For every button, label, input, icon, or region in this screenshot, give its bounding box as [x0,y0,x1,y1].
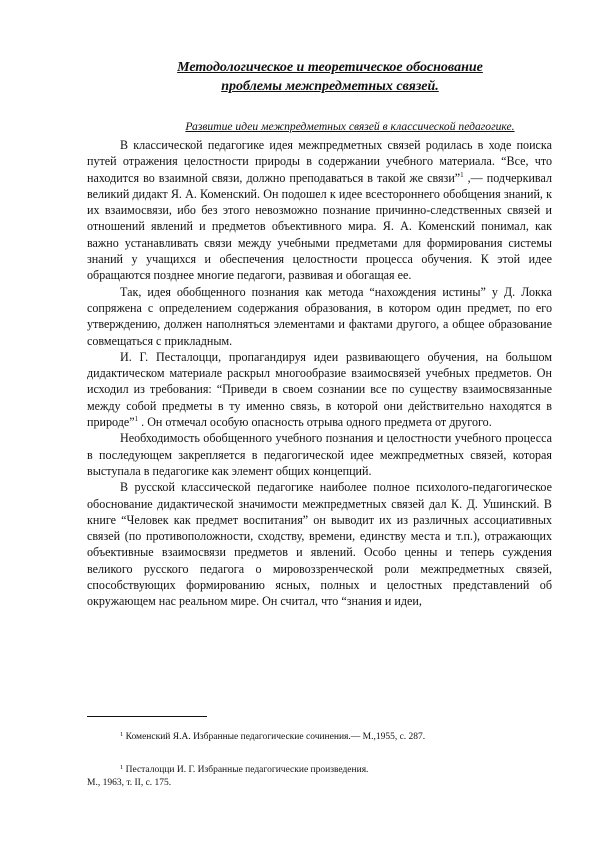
page-title [140,58,520,96]
paragraph-3 [87,349,552,430]
paragraph-2: Так, идея обобщенного познания как метода “нахождения истины” у Д. Локка сопряжена с определением содержания образования, в котором один предмет, по его утверждению, должен наполняться элементами и фактами другого, а общее образование совмещаться с прикладным. [87,284,552,348]
footnote-2-mark: 1 [120,764,124,771]
body-text [87,137,552,610]
footnote-2-continuation: М., 1963, т. II, с. 175. [87,778,172,788]
paragraph-1-text-b: ,— подчеркивал великий дидакт Я. А. Коменский. Он подошел к идее всестороннего обобщения знаний, к их взаимосвязи, ибо без этого невозможно познание причинно-следственных связей и отношений явлений и предметов объективного мира. Я. А. Коменский понимал, как важно устанавливать связи между учебными предметами для формирования системы знаний у учащихся и обеспечения целостности процесса обучения. К этой идее обращаются позднее многие педагоги, развивая и обогащая ее. [87,170,552,283]
footnote-1-mark: 1 [120,731,124,738]
footnote-divider [87,716,207,717]
paragraph-1-text-a: В классической педагогике идея межпредметных связей родилась в ходе поиска путей отражения целостности природы в содержании учебного материала. “Все, что находится во взаимной связи, должно преподаваться в такой же связи” [87,138,552,185]
footnote-1-text: Коменский Я.А. Избранные педагогические сочинения.— М.,1955, с. 287. [123,732,426,742]
footnote-1 [120,729,425,743]
footnote-ref-1: 1 [460,170,464,179]
title-line-2: проблемы межпредметных связей. [221,79,439,94]
footnote-ref-2: 1 [134,415,139,424]
title-line-1: Методологическое и теоретическое обоснование [177,60,483,75]
paragraph-5: В русской классической педагогике наиболее полное психолого-педагогическое обоснование дидактической значимости межпредметных связей дал К. Д. Ушинский. В книге “Человек как предмет воспитания” он выводит их из различных ассоциативных связей (по противоположности, сходству, времени, единству места и т.п.), отражающих объективные взаимосвязи предметов и явлений. Особо ценны и теперь суждения великого русского педагога о мировоззренческой роли межпредметных связей, способствующих формированию ясных, полных и целостных представлений об окружающем нас реальном мире. Он считал, что “знания и идеи, [87,480,552,609]
footnote-2 [120,762,368,776]
footnote-2-text: Песталоцци И. Г. Избранные педагогические произведения. [123,765,369,775]
paragraph-3-text-b: . Он отмечал особую опасность отрыва одного предмета от другого. [138,415,492,430]
section-subtitle: Развитие идеи межпредметных связей в классической педагогике. [185,120,515,133]
paragraph-4: Необходимость обобщенного учебного познания и целостности учебного процесса в последующем закрепляется в педагогической идее межпредметных связей, которая выступала в педагогике как элемент общих концепций. [87,431,552,478]
paragraph-3-text-a: И. Г. Песталоцци, пропагандируя идеи развивающего обучения, на большом дидактическом материале раскрыл многообразие взаимосвязей учебных предметов. Он исходил из требования: “Приведи в своем сознании все по существу взаимосвязанные между собой предметы в ту именно связь, в которой они действительно находятся в природе” [87,349,552,430]
paragraph-1 [87,137,552,284]
